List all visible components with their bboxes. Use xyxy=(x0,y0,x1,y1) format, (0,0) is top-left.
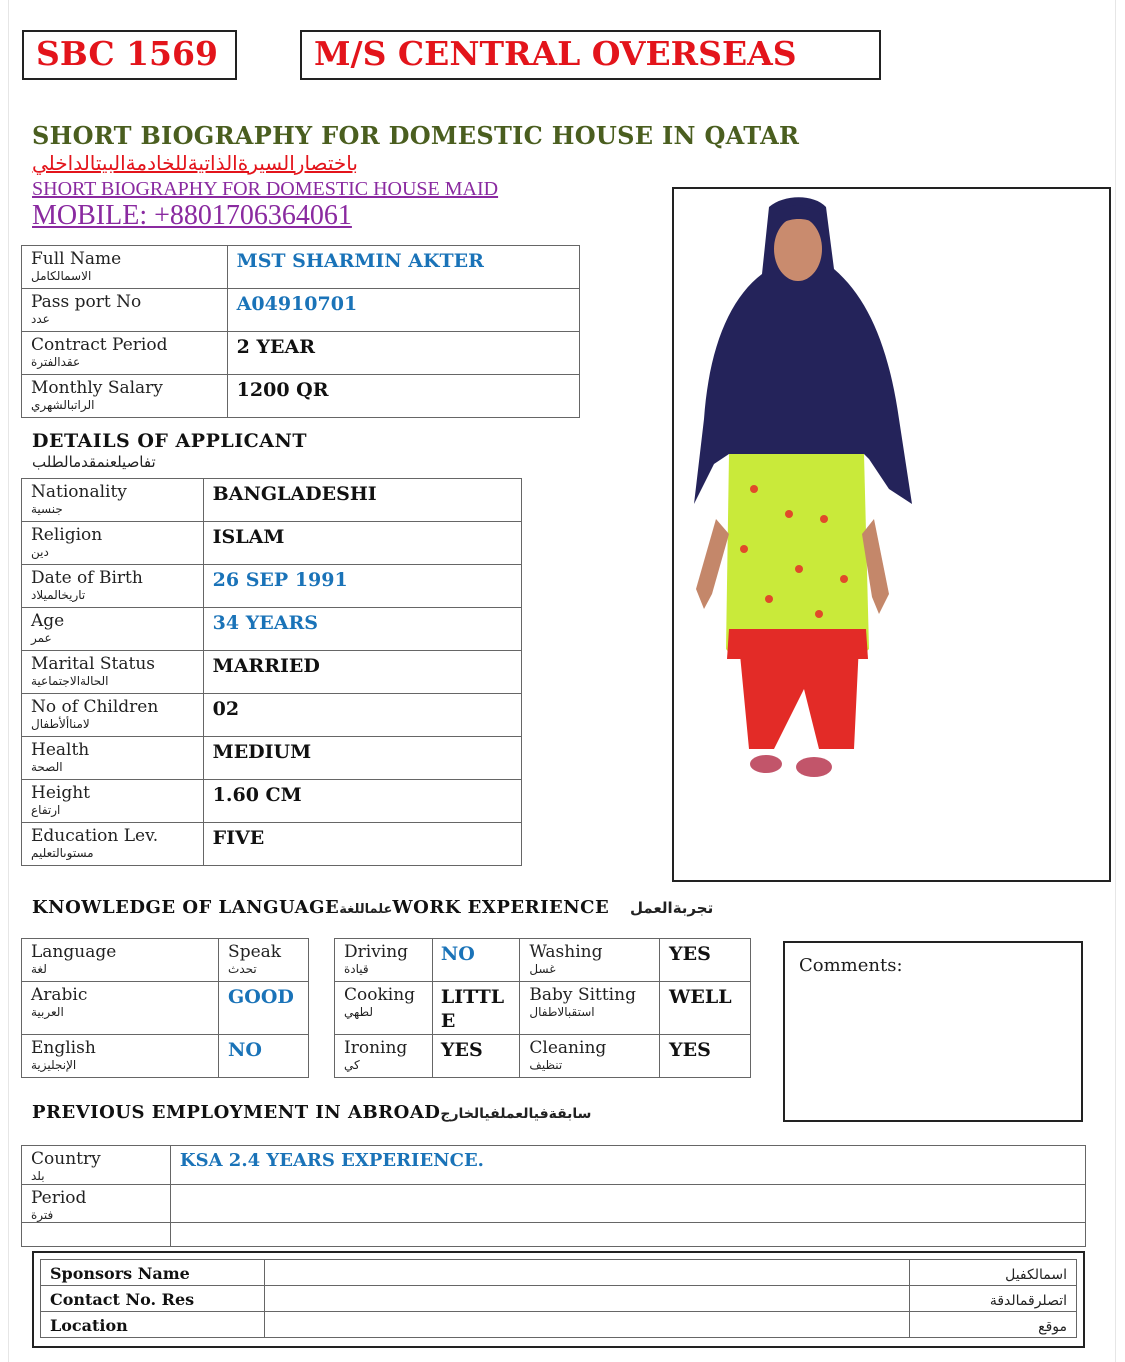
basic-value: 1200 QR xyxy=(236,379,329,401)
sponsor-value xyxy=(264,1260,909,1286)
sponsor-label-ar: موقع xyxy=(1038,1319,1067,1335)
details-label: Education Lev. xyxy=(31,826,159,846)
period-value xyxy=(170,1185,1085,1223)
details-value: ISLAM xyxy=(212,526,285,548)
ref-code: SBC 1569 xyxy=(36,34,218,73)
work-skill-label: Ironing xyxy=(344,1038,408,1058)
details-row xyxy=(22,608,522,651)
work-skill-label: Cleaning xyxy=(529,1038,607,1058)
details-label-ar: دين xyxy=(31,545,49,559)
details-value: MARRIED xyxy=(212,655,320,677)
work-skill-label: Washing xyxy=(529,942,603,962)
details-value: MEDIUM xyxy=(212,741,312,763)
details-row xyxy=(22,565,522,608)
period-label: Period xyxy=(31,1188,87,1208)
details-label: Marital Status xyxy=(31,654,156,674)
skills-heading xyxy=(32,897,713,918)
basic-value: MST SHARMIN AKTER xyxy=(236,250,484,272)
work-skill-value: YES xyxy=(669,1039,711,1061)
work-heading: WORK EXPERIENCE xyxy=(392,897,610,918)
sponsor-label-ar: اسمالكفيل xyxy=(1005,1267,1067,1283)
details-label-ar: ارتفاع xyxy=(31,803,61,817)
agency-name: M/S CENTRAL OVERSEAS xyxy=(314,34,797,73)
details-label: Religion xyxy=(31,525,103,545)
work-skill-label-ar: كي xyxy=(344,1058,360,1072)
details-label-ar: جنسية xyxy=(31,502,63,516)
basic-label-ar: عدد xyxy=(31,312,50,326)
details-label: Health xyxy=(31,740,90,760)
work-skill-label-ar: غسل xyxy=(529,962,556,976)
work-skill-label-ar: لطهي xyxy=(344,1005,374,1019)
comments-label: Comments: xyxy=(799,955,903,976)
language-label: English xyxy=(31,1038,96,1058)
basic-label: Contract Period xyxy=(31,335,168,355)
details-label: Height xyxy=(31,783,90,803)
details-row xyxy=(22,651,522,694)
sponsor-label: Location xyxy=(50,1316,128,1335)
basic-row xyxy=(22,375,580,418)
period-label-ar: فترة xyxy=(31,1208,54,1222)
basic-label-ar: الاسمالكامل xyxy=(31,269,92,283)
details-value: BANGLADESHI xyxy=(212,483,377,505)
language-heading-ar: علماللغة xyxy=(339,902,393,917)
details-row xyxy=(22,737,522,780)
comments-box xyxy=(783,941,1083,1122)
details-value: 02 xyxy=(212,698,240,720)
language-row xyxy=(22,1035,309,1078)
sponsor-value xyxy=(264,1312,909,1338)
language-label: Arabic xyxy=(31,985,88,1005)
work-experience-table xyxy=(334,938,751,1078)
basic-label: Full Name xyxy=(31,249,122,269)
details-label: Age xyxy=(31,611,65,631)
work-skill-label: Driving xyxy=(344,942,409,962)
language-header-label: Language xyxy=(31,942,117,962)
basic-row xyxy=(22,332,580,375)
work-skill-value: YES xyxy=(440,1039,483,1061)
country-label: Country xyxy=(31,1149,101,1169)
details-row xyxy=(22,823,522,866)
details-label-ar: لامناألأطفال xyxy=(31,717,90,731)
language-label-ar: الإنجليزية xyxy=(31,1058,77,1072)
prev-country-row xyxy=(22,1146,1086,1185)
ref-code-box xyxy=(22,30,237,80)
speak-header-label: Speak xyxy=(228,942,282,962)
sponsor-table xyxy=(40,1259,1077,1338)
language-value: GOOD xyxy=(228,986,294,1008)
prev-heading-ar: سابقةفيالعملفيالخارج xyxy=(440,1106,592,1122)
work-heading-ar: تجربةالعمل xyxy=(630,899,714,917)
sponsor-box xyxy=(32,1251,1085,1348)
person-photo-illustration xyxy=(674,189,1109,880)
basic-row xyxy=(22,289,580,332)
details-row xyxy=(22,522,522,565)
details-heading: DETAILS OF APPLICANT xyxy=(32,430,307,452)
prev-blank-row xyxy=(22,1223,1086,1247)
details-value: 34 YEARS xyxy=(212,612,319,634)
basic-label: Pass port No xyxy=(31,292,142,312)
work-skill-value: NO xyxy=(440,943,475,965)
country-value: KSA 2.4 YEARS EXPERIENCE. xyxy=(179,1150,484,1171)
work-row xyxy=(335,1035,751,1078)
sub-title: SHORT BIOGRAPHY FOR DOMESTIC HOUSE MAID xyxy=(32,178,499,200)
document-page xyxy=(8,0,1116,1362)
basic-row xyxy=(22,246,580,289)
details-table xyxy=(21,478,522,866)
work-skill-value: WELL xyxy=(669,986,732,1008)
sponsor-row xyxy=(41,1286,1077,1312)
previous-employment-table xyxy=(21,1145,1086,1247)
details-label-ar: عمر xyxy=(31,631,52,645)
language-table xyxy=(21,938,309,1078)
work-row xyxy=(335,939,751,982)
details-row xyxy=(22,780,522,823)
details-value: 1.60 CM xyxy=(212,784,302,806)
work-skill-value: LITTLE xyxy=(440,986,505,1032)
work-skill-label: Baby Sitting xyxy=(529,985,636,1005)
details-label-ar: تاريخالميلاد xyxy=(31,588,86,602)
speak-header-label-ar: تحدث xyxy=(228,962,257,976)
language-row xyxy=(22,982,309,1035)
prev-heading: PREVIOUS EMPLOYMENT IN ABROAD xyxy=(32,1102,441,1123)
work-skill-label-ar: استقبالاطفال xyxy=(529,1005,595,1019)
details-row xyxy=(22,479,522,522)
arabic-title: باختصارالسيرةالذاتيةللخادمةالبيتالداخلي xyxy=(32,151,358,175)
details-heading-ar: تفاصيلعنمقدمالطلب xyxy=(32,453,156,471)
details-label-ar: مستوىالتعليم xyxy=(31,846,94,860)
sponsor-value xyxy=(264,1286,909,1312)
work-skill-value: YES xyxy=(669,943,711,965)
prev-period-row xyxy=(22,1185,1086,1223)
sponsor-row xyxy=(41,1260,1077,1286)
details-label-ar: الحالةالاجتماعية xyxy=(31,674,109,688)
basic-label-ar: الراتبالشهري xyxy=(31,398,95,412)
language-heading: KNOWLEDGE OF LANGUAGE xyxy=(32,897,340,918)
mobile-number: MOBILE: +8801706364061 xyxy=(32,200,352,231)
sponsor-row xyxy=(41,1312,1077,1338)
details-label: Date of Birth xyxy=(31,568,143,588)
basic-label: Monthly Salary xyxy=(31,378,163,398)
sponsor-label-ar: اتصلرقمالدقة xyxy=(989,1293,1067,1309)
details-label: No of Children xyxy=(31,697,159,717)
basic-value: A04910701 xyxy=(236,293,358,315)
details-value: FIVE xyxy=(212,827,265,849)
details-label: Nationality xyxy=(31,482,127,502)
country-label-ar: بلد xyxy=(31,1169,45,1183)
agency-box xyxy=(300,30,881,80)
work-skill-label: Cooking xyxy=(344,985,416,1005)
basic-value: 2 YEAR xyxy=(236,336,316,358)
work-row xyxy=(335,982,751,1035)
language-header-label-ar: لغة xyxy=(31,962,47,976)
language-value: NO xyxy=(228,1039,262,1061)
work-skill-label-ar: تنظيف xyxy=(529,1058,563,1072)
details-value: 26 SEP 1991 xyxy=(212,569,348,591)
basic-info-table xyxy=(21,245,580,418)
main-title: SHORT BIOGRAPHY FOR DOMESTIC HOUSE IN QATAR xyxy=(32,121,800,150)
language-header-row xyxy=(22,939,309,982)
details-label-ar: الصحة xyxy=(31,760,63,774)
work-skill-label-ar: قيادة xyxy=(344,962,369,976)
language-label-ar: العربية xyxy=(31,1005,64,1019)
details-row xyxy=(22,694,522,737)
sponsor-label: Contact No. Res xyxy=(50,1290,195,1309)
sponsor-label: Sponsors Name xyxy=(50,1264,190,1283)
applicant-photo xyxy=(672,187,1111,882)
basic-label-ar: عقدالفترة xyxy=(31,355,81,369)
previous-employment-heading xyxy=(32,1102,591,1123)
